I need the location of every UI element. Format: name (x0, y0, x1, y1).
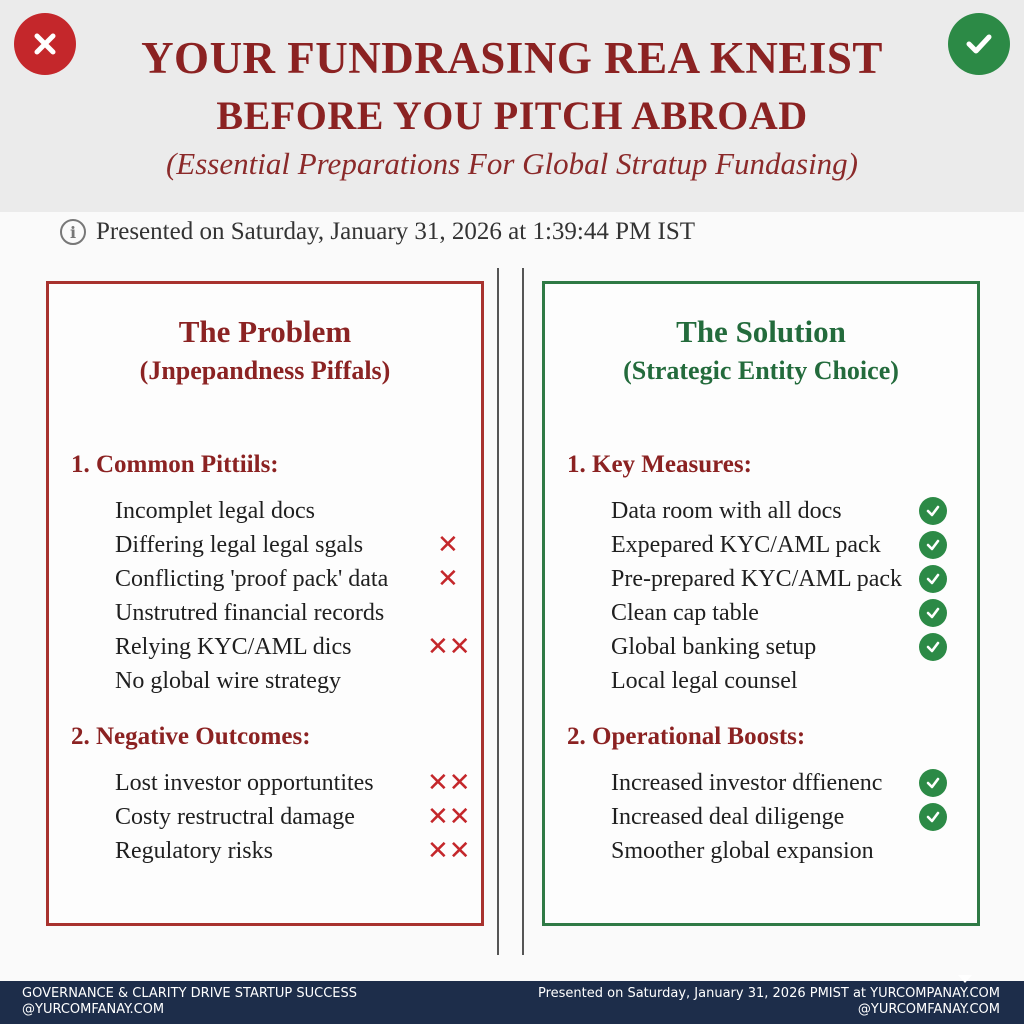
presented-line (60, 214, 695, 250)
footer-right-text (538, 986, 1000, 1018)
check-icon (962, 27, 996, 61)
list-item-text: Relying KYC/AML dics (115, 633, 352, 660)
list-item (611, 766, 971, 800)
list-item (115, 664, 475, 698)
list-item (115, 494, 475, 528)
list-item-text: No global wire strategy (115, 667, 341, 694)
list-item (115, 596, 475, 630)
list-item (115, 630, 475, 664)
list-item-text: Increased investor dffienenc (611, 769, 883, 796)
list-item-text: Regulatory risks (115, 837, 273, 864)
double-x-mark-icon: ✕✕ (427, 836, 471, 866)
solution-subtitle: (Strategic Entity Choice) (623, 356, 899, 385)
double-x-mark-icon: ✕✕ (427, 802, 471, 832)
list-item (115, 562, 475, 596)
info-icon: i (60, 219, 86, 245)
footer-tagline: GOVERNANCE & CLARITY DRIVE STARTUP SUCCESS (22, 986, 357, 1001)
solution-title: The Solution (676, 314, 846, 349)
page-title-line1: YOUR FUNDRASING REA KNEIST (141, 33, 883, 83)
list-item-text: Increased deal diligenge (611, 803, 845, 830)
problem-subtitle: (Jnpepandness Piffals) (139, 356, 391, 385)
solution-section2-heading: 2. Operational Boosts: (567, 723, 806, 750)
problem-section1-heading: 1. Common Pittiils: (71, 451, 279, 478)
list-item-text: Local legal counsel (611, 667, 798, 694)
presented-text: Presented on Saturday, January 31, 2026 at 1:39:44 PM IST (96, 218, 695, 245)
list-item (611, 528, 971, 562)
list-item (611, 834, 971, 868)
double-x-mark-icon: ✕✕ (427, 632, 471, 662)
footer-presented: Presented on Saturday, January 31, 2026 PMIST at YURCOMPANAY.COM (537, 986, 1000, 1001)
problem-section2-heading: 2. Negative Outcomes: (71, 723, 311, 750)
list-item (611, 664, 971, 698)
check-circle-icon (948, 13, 1010, 75)
list-item-text: Pre-prepared KYC/AML pack (611, 565, 903, 592)
header-banner (0, 0, 1024, 212)
check-circle-icon (919, 633, 947, 661)
list-item-text: Unstrutred financial records (115, 599, 385, 626)
check-circle-icon (919, 531, 947, 559)
list-item-text: Conflicting 'proof pack' data (115, 565, 389, 592)
list-item-text: Data room with all docs (611, 497, 842, 524)
list-item-text: Differing legal legal sgals (115, 531, 364, 558)
check-circle-icon (919, 497, 947, 525)
problem-panel (46, 281, 484, 926)
problem-title: The Problem (178, 314, 352, 349)
page-title-line2: BEFORE YOU PITCH ABROAD (216, 93, 808, 138)
list-item-text: Smoother global expansion (611, 837, 874, 864)
footer-bar (0, 981, 1024, 1024)
check-circle-icon (919, 769, 947, 797)
footer-handle: @YURCOMFANAY.COM (22, 1002, 165, 1017)
caret-down-icon (958, 975, 972, 983)
double-x-mark-icon: ✕✕ (427, 768, 471, 798)
list-item-text: Costy restructral damage (115, 803, 355, 830)
list-item (611, 630, 971, 664)
solution-section1-heading: 1. Key Measures: (567, 451, 752, 478)
center-divider-left (497, 268, 499, 955)
list-item-text: Clean cap table (611, 599, 759, 626)
list-item (611, 596, 971, 630)
list-item (115, 800, 475, 834)
check-circle-icon (919, 565, 947, 593)
x-mark-icon: ✕ (437, 530, 459, 560)
list-item (611, 562, 971, 596)
x-mark-icon: ✕ (437, 564, 459, 594)
list-item (115, 834, 475, 868)
list-item (115, 766, 475, 800)
check-circle-icon (919, 599, 947, 627)
list-item-text: Lost investor opportuntites (115, 769, 374, 796)
list-item-text: Incomplet legal docs (115, 497, 315, 524)
solution-panel (542, 281, 980, 926)
footer-left-text (22, 986, 357, 1018)
page-subtitle: (Essential Preparations For Global Stratup Fundasing) (165, 146, 859, 181)
list-item (611, 494, 971, 528)
list-item-text: Global banking setup (611, 633, 817, 660)
center-divider-right (522, 268, 524, 955)
list-item (115, 528, 475, 562)
list-item-text: Expepared KYC/AML pack (611, 531, 881, 558)
check-circle-icon (919, 803, 947, 831)
footer-handle-right: @YURCOMFANAY.COM (857, 1002, 1000, 1017)
list-item (611, 800, 971, 834)
